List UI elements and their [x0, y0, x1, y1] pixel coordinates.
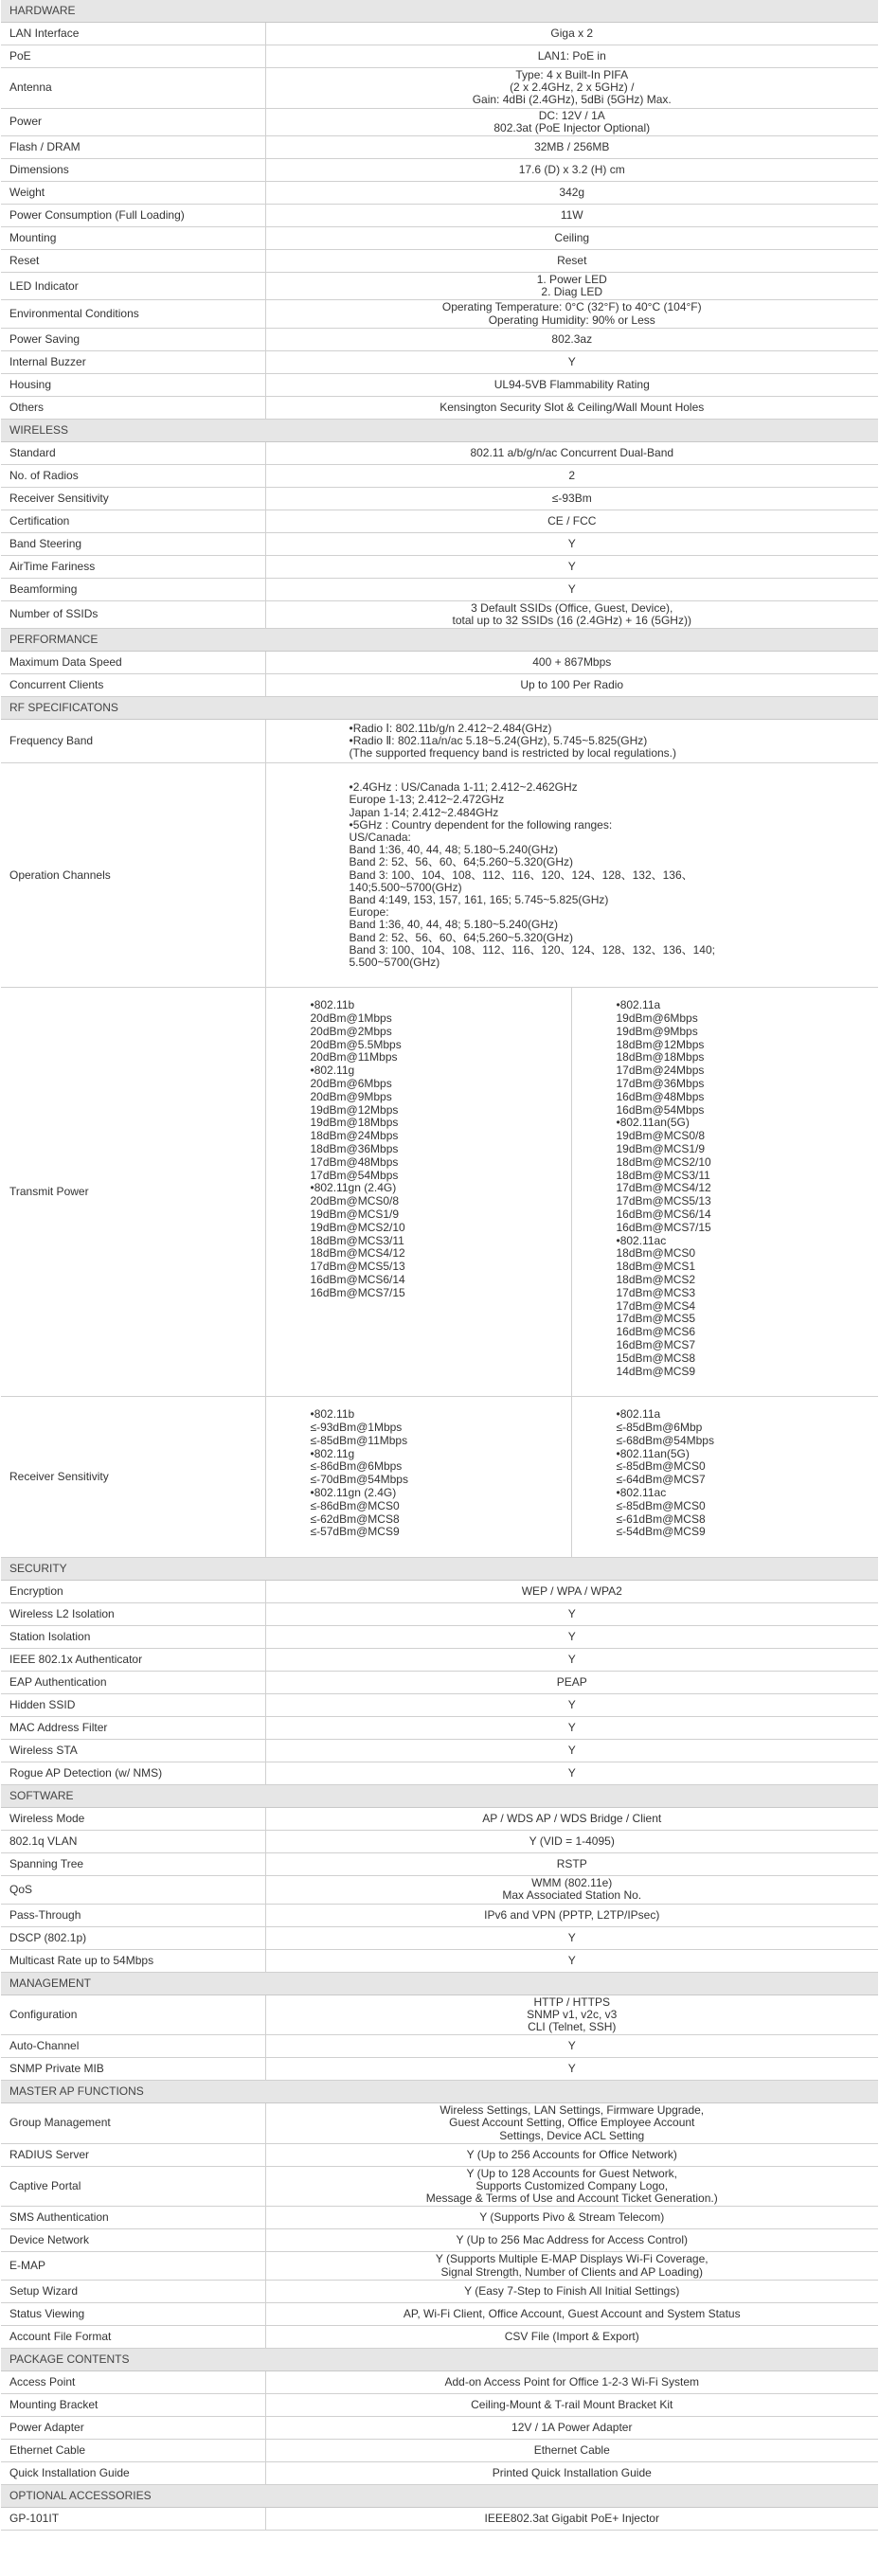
spec-row-wireless-mode: [1, 1808, 878, 1831]
spec-label: Dimensions: [1, 159, 265, 182]
spec-value: Y: [265, 2058, 878, 2081]
spec-row-snmp-private-mib: [1, 2058, 878, 2081]
section-title: PERFORMANCE: [1, 629, 878, 652]
spec-value: 3 Default SSIDs (Office, Guest, Device), total up to 32 SSIDs (16 (2.4GHz) + 16 (5GHz)): [265, 600, 878, 628]
spec-label: Antenna: [1, 68, 265, 109]
spec-row-power-saving: [1, 328, 878, 350]
spec-value: 11W: [265, 205, 878, 227]
spec-row-status-viewing: [1, 2302, 878, 2325]
spec-value: CSV File (Import & Export): [265, 2325, 878, 2348]
spec-label: Mounting Bracket: [1, 2393, 265, 2416]
spec-value-band-5ghz: [571, 988, 878, 1397]
spec-value: Add-on Access Point for Office 1-2-3 Wi-Fi System: [265, 2370, 878, 2393]
spec-value: Y (Easy 7-Step to Finish All Initial Settings): [265, 2280, 878, 2302]
spec-value: Y: [265, 555, 878, 578]
spec-label: Operation Channels: [1, 763, 265, 988]
spec-value: RSTP: [265, 1853, 878, 1876]
spec-label: Group Management: [1, 2103, 265, 2144]
spec-label: Flash / DRAM: [1, 136, 265, 159]
spec-row-gp-101it: [1, 2507, 878, 2530]
spec-label: Housing: [1, 373, 265, 396]
spec-label: Auto-Channel: [1, 2035, 265, 2058]
spec-row-setup-wizard: [1, 2280, 878, 2302]
spec-value: 32MB / 256MB: [265, 136, 878, 159]
spec-value: Y (Supports Pivo & Stream Telecom): [265, 2207, 878, 2229]
spec-row-sms-authentication: [1, 2207, 878, 2229]
spec-value: Giga x 2: [265, 23, 878, 45]
spec-label: Quick Installation Guide: [1, 2461, 265, 2484]
spec-label: Rogue AP Detection (w/ NMS): [1, 1762, 265, 1785]
spec-row-station-isolation: [1, 1626, 878, 1649]
section-title: PACKAGE CONTENTS: [1, 2348, 878, 2370]
spec-value: Reset: [265, 250, 878, 273]
spec-row-maximum-data-speed: [1, 652, 878, 674]
spec-label: Access Point: [1, 2370, 265, 2393]
spec-value: Y: [265, 1762, 878, 1785]
spec-label: EAP Authentication: [1, 1672, 265, 1694]
spec-value: CE / FCC: [265, 510, 878, 532]
spec-row-flash-dram: [1, 136, 878, 159]
spec-row-hidden-ssid: [1, 1694, 878, 1717]
section-header-software: [1, 1785, 878, 1808]
section-title: OPTIONAL ACCESSORIES: [1, 2484, 878, 2507]
spec-row-captive-portal: [1, 2166, 878, 2207]
spec-label: Wireless STA: [1, 1740, 265, 1762]
section-title: HARDWARE: [1, 0, 878, 23]
spec-label: Wireless L2 Isolation: [1, 1603, 265, 1626]
section-title: SOFTWARE: [1, 1785, 878, 1808]
section-header-rf-specificatons: [1, 697, 878, 720]
spec-label: IEEE 802.1x Authenticator: [1, 1649, 265, 1672]
spec-label: Wireless Mode: [1, 1808, 265, 1831]
spec-label: Multicast Rate up to 54Mbps: [1, 1949, 265, 1972]
spec-row-ethernet-cable: [1, 2439, 878, 2461]
spec-label: Status Viewing: [1, 2302, 265, 2325]
spec-value: Y (Up to 256 Accounts for Office Network): [265, 2143, 878, 2166]
spec-row-device-network: [1, 2229, 878, 2252]
spec-row-radius-server: [1, 2143, 878, 2166]
spec-label: Weight: [1, 182, 265, 205]
spec-label: Device Network: [1, 2229, 265, 2252]
spec-row-access-point: [1, 2370, 878, 2393]
spec-row-ieee-802-1x-authenticator: [1, 1649, 878, 1672]
spec-value: Y: [265, 1603, 878, 1626]
spec-row-eap-authentication: [1, 1672, 878, 1694]
spec-label: Configuration: [1, 1995, 265, 2035]
spec-value: Y: [265, 1740, 878, 1762]
spec-label: MAC Address Filter: [1, 1717, 265, 1740]
spec-row-power: [1, 108, 878, 135]
spec-value: Wireless Settings, LAN Settings, Firmware Upgrade, Guest Account Setting, Office Employee Account Settings, Device ACL Setting: [265, 2103, 878, 2144]
spec-row-internal-buzzer: [1, 350, 878, 373]
spec-label: Encryption: [1, 1581, 265, 1603]
section-header-performance: [1, 629, 878, 652]
spec-value: Y: [265, 578, 878, 600]
spec-label: GP-101IT: [1, 2507, 265, 2530]
spec-value: Kensington Security Slot & Ceiling/Wall Mount Holes: [265, 396, 878, 419]
spec-value: Y (Supports Multiple E-MAP Displays Wi-Fi Coverage, Signal Strength, Number of Clients and AP Loading): [265, 2252, 878, 2280]
spec-value: ≤-93Bm: [265, 487, 878, 510]
spec-value: 400 + 867Mbps: [265, 652, 878, 674]
spec-row-power-consumption-full-loading: [1, 205, 878, 227]
section-title: SECURITY: [1, 1558, 878, 1581]
section-header-optional-accessories: [1, 2484, 878, 2507]
spec-row-no-of-radios: [1, 464, 878, 487]
spec-label: LAN Interface: [1, 23, 265, 45]
spec-value: •Radio Ⅰ: 802.11b/g/n 2.412~2.484(GHz) •Radio Ⅱ: 802.11a/n/ac 5.18~5.24(GHz), 5.745~5.825(GHz) (The supported frequency band is restricted by local regulations.): [265, 720, 878, 763]
section-title: RF SPECIFICATONS: [1, 697, 878, 720]
spec-value: Y: [265, 1949, 878, 1972]
spec-label: SMS Authentication: [1, 2207, 265, 2229]
spec-row-led-indicator: [1, 273, 878, 300]
spec-value-text: •802.11a ≤-85dBm@6Mbp ≤-68dBm@54Mbps •802.11an(5G) ≤-85dBm@MCS0 ≤-64dBm@MCS7 •802.11ac ≤-85dBm@MCS0 ≤-61dBm@MCS8 ≤-54dBm@MCS9: [616, 1407, 714, 1539]
spec-row-band-steering: [1, 532, 878, 555]
spec-row-mac-address-filter: [1, 1717, 878, 1740]
spec-label: QoS: [1, 1876, 265, 1904]
spec-value-text: •802.11a 19dBm@6Mbps 19dBm@9Mbps 18dBm@12Mbps 18dBm@18Mbps 17dBm@24Mbps 17dBm@36Mbps 16dBm@48Mbps 16dBm@54Mbps •802.11an(5G) 19dBm@MCS0/8 19dBm@MCS1/9 18dBm@MCS2/10 18dBm@MCS3/11 17dBm@MCS4/12 17dBm@MCS5/13 16dBm@MCS6/14 16dBm@MCS7/15 •802.11ac 18dBm@MCS0 18dBm@MCS1 18dBm@MCS2 17dBm@MCS3 17dBm@MCS4 17dBm@MCS5 16dBm@MCS6 16dBm@MCS7 15dBm@MCS8 14dBm@MCS9: [616, 998, 711, 1378]
spec-label: LED Indicator: [1, 273, 265, 300]
section-title: MASTER AP FUNCTIONS: [1, 2081, 878, 2103]
spec-row-receiver-sensitivity: [1, 487, 878, 510]
section-header-master-ap-functions: [1, 2081, 878, 2103]
spec-label: SNMP Private MIB: [1, 2058, 265, 2081]
spec-label: 802.1q VLAN: [1, 1831, 265, 1853]
spec-label: Beamforming: [1, 578, 265, 600]
spec-row-multicast-rate-up-to-54mbps: [1, 1949, 878, 1972]
spec-label: E-MAP: [1, 2252, 265, 2280]
spec-label: Power Adapter: [1, 2416, 265, 2439]
spec-label: RADIUS Server: [1, 2143, 265, 2166]
spec-label: Receiver Sensitivity: [1, 487, 265, 510]
spec-label: AirTime Fariness: [1, 555, 265, 578]
spec-row-qos: [1, 1876, 878, 1904]
spec-row-dscp-802-1p: [1, 1926, 878, 1949]
spec-value: PEAP: [265, 1672, 878, 1694]
section-header-management: [1, 1972, 878, 1995]
spec-value: Printed Quick Installation Guide: [265, 2461, 878, 2484]
spec-row-quick-installation-guide: [1, 2461, 878, 2484]
spec-value: Y: [265, 1649, 878, 1672]
spec-value: Y: [265, 1717, 878, 1740]
spec-label: Maximum Data Speed: [1, 652, 265, 674]
spec-row-transmit-power: [1, 988, 878, 1397]
spec-row-beamforming: [1, 578, 878, 600]
spec-value: AP, Wi-Fi Client, Office Account, Guest Account and System Status: [265, 2302, 878, 2325]
spec-row-802-1q-vlan: [1, 1831, 878, 1853]
spec-row-weight: [1, 182, 878, 205]
spec-label: Frequency Band: [1, 720, 265, 763]
spec-value: Y (VID = 1-4095): [265, 1831, 878, 1853]
spec-row-airtime-fariness: [1, 555, 878, 578]
spec-value: Operating Temperature: 0°C (32°F) to 40°C (104°F) Operating Humidity: 90% or Less: [265, 300, 878, 328]
spec-row-poe: [1, 45, 878, 68]
spec-value: IEEE802.3at Gigabit PoE+ Injector: [265, 2507, 878, 2530]
spec-row-e-map: [1, 2252, 878, 2280]
spec-value: Ceiling: [265, 227, 878, 250]
spec-value: HTTP / HTTPS SNMP v1, v2c, v3 CLI (Telnet, SSH): [265, 1995, 878, 2035]
spec-value: 17.6 (D) x 3.2 (H) cm: [265, 159, 878, 182]
spec-row-encryption: [1, 1581, 878, 1603]
spec-value: 802.11 a/b/g/n/ac Concurrent Dual-Band: [265, 441, 878, 464]
spec-row-frequency-band: [1, 720, 878, 763]
spec-row-mounting-bracket: [1, 2393, 878, 2416]
spec-label: Captive Portal: [1, 2166, 265, 2207]
spec-value: Y (Up to 128 Accounts for Guest Network, Supports Customized Company Logo, Message & Terms of Use and Account Ticket Generation.): [265, 2166, 878, 2207]
spec-table: [1, 0, 878, 2531]
spec-label: Station Isolation: [1, 1626, 265, 1649]
section-header-wireless: [1, 419, 878, 441]
spec-value: Type: 4 x Built-In PIFA (2 x 2.4GHz, 2 x 5GHz) / Gain: 4dBi (2.4GHz), 5dBi (5GHz) Max.: [265, 68, 878, 109]
spec-label: Ethernet Cable: [1, 2439, 265, 2461]
spec-row-wireless-l2-isolation: [1, 1603, 878, 1626]
spec-label: Account File Format: [1, 2325, 265, 2348]
spec-row-concurrent-clients: [1, 674, 878, 697]
spec-label: Setup Wizard: [1, 2280, 265, 2302]
spec-value: DC: 12V / 1A 802.3at (PoE Injector Optional): [265, 108, 878, 135]
spec-label: No. of Radios: [1, 464, 265, 487]
spec-value: WMM (802.11e) Max Associated Station No.: [265, 1876, 878, 1904]
spec-label: Spanning Tree: [1, 1853, 265, 1876]
spec-table-body: [1, 0, 878, 2530]
spec-row-spanning-tree: [1, 1853, 878, 1876]
spec-value: Y: [265, 532, 878, 555]
section-header-package-contents: [1, 2348, 878, 2370]
spec-value: Y (Up to 256 Mac Address for Access Control): [265, 2229, 878, 2252]
spec-label: Power Saving: [1, 328, 265, 350]
spec-row-antenna: [1, 68, 878, 109]
spec-row-environmental-conditions: [1, 300, 878, 328]
spec-value: WEP / WPA / WPA2: [265, 1581, 878, 1603]
spec-row-group-management: [1, 2103, 878, 2144]
spec-value-band-24ghz: [265, 1397, 571, 1558]
spec-value: Ethernet Cable: [265, 2439, 878, 2461]
spec-row-auto-channel: [1, 2035, 878, 2058]
spec-row-account-file-format: [1, 2325, 878, 2348]
spec-row-power-adapter: [1, 2416, 878, 2439]
spec-row-dimensions: [1, 159, 878, 182]
spec-label: Mounting: [1, 227, 265, 250]
spec-label: Band Steering: [1, 532, 265, 555]
spec-value: Ceiling-Mount & T-rail Mount Bracket Kit: [265, 2393, 878, 2416]
spec-value: AP / WDS AP / WDS Bridge / Client: [265, 1808, 878, 1831]
spec-label: Power Consumption (Full Loading): [1, 205, 265, 227]
spec-label: Transmit Power: [1, 988, 265, 1397]
spec-row-others: [1, 396, 878, 419]
spec-label: Others: [1, 396, 265, 419]
spec-row-certification: [1, 510, 878, 532]
spec-value: 2: [265, 464, 878, 487]
spec-row-pass-through: [1, 1904, 878, 1926]
spec-value: LAN1: PoE in: [265, 45, 878, 68]
spec-label: Internal Buzzer: [1, 350, 265, 373]
spec-row-operation-channels: [1, 763, 878, 988]
spec-row-receiver-sensitivity: [1, 1397, 878, 1558]
spec-row-number-of-ssids: [1, 600, 878, 628]
spec-row-rogue-ap-detection-w-nms: [1, 1762, 878, 1785]
spec-value: 342g: [265, 182, 878, 205]
spec-value: Y: [265, 1626, 878, 1649]
section-title: MANAGEMENT: [1, 1972, 878, 1995]
spec-value: •2.4GHz : US/Canada 1-11; 2.412~2.462GHz Europe 1-13; 2.412~2.472GHz Japan 1-14; 2.412~2.484GHz •5GHz : Country dependent for the following ranges: US/Canada: Band 1:36, 40, 44, 48; 5.180~5.240(GHz) Band 2: 52、56、60、64;5.260~5.320(GHz) Band 3: 100、104、108、112、116、120、124、128、132、136、 140;5.500~5700(GHz) Band 4:149, 153, 157, 161, 165; 5.745~5.825(GHz) Europe: Band 1:36, 40, 44, 48; 5.180~5.240(GHz) Band 2: 52、56、60、64;5.260~5.320(GHz) Band 3: 100、104、108、112、116、120、124、128、132、136、140; 5.500~5700(GHz): [265, 763, 878, 988]
spec-value: IPv6 and VPN (PPTP, L2TP/IPsec): [265, 1904, 878, 1926]
spec-label: PoE: [1, 45, 265, 68]
spec-value: 802.3az: [265, 328, 878, 350]
section-header-security: [1, 1558, 878, 1581]
spec-value: Up to 100 Per Radio: [265, 674, 878, 697]
spec-label: Certification: [1, 510, 265, 532]
section-header-hardware: [1, 0, 878, 23]
spec-value: Y: [265, 1926, 878, 1949]
spec-row-mounting: [1, 227, 878, 250]
spec-row-reset: [1, 250, 878, 273]
spec-label: Reset: [1, 250, 265, 273]
spec-value: Y: [265, 350, 878, 373]
spec-value: 12V / 1A Power Adapter: [265, 2416, 878, 2439]
spec-label: Pass-Through: [1, 1904, 265, 1926]
spec-row-housing: [1, 373, 878, 396]
spec-row-lan-interface: [1, 23, 878, 45]
spec-row-standard: [1, 441, 878, 464]
spec-value-band-5ghz: [571, 1397, 878, 1558]
spec-label: Concurrent Clients: [1, 674, 265, 697]
spec-value: Y: [265, 1694, 878, 1717]
spec-label: Number of SSIDs: [1, 600, 265, 628]
spec-label: Environmental Conditions: [1, 300, 265, 328]
spec-value: 1. Power LED 2. Diag LED: [265, 273, 878, 300]
spec-label: Receiver Sensitivity: [1, 1397, 265, 1558]
spec-label: Standard: [1, 441, 265, 464]
spec-value: UL94-5VB Flammability Rating: [265, 373, 878, 396]
spec-row-wireless-sta: [1, 1740, 878, 1762]
spec-label: Hidden SSID: [1, 1694, 265, 1717]
section-title: WIRELESS: [1, 419, 878, 441]
spec-value-band-24ghz: [265, 988, 571, 1397]
spec-value-text: •802.11b ≤-93dBm@1Mbps ≤-85dBm@11Mbps •802.11g ≤-86dBm@6Mbps ≤-70dBm@54Mbps •802.11gn (2.4G) ≤-86dBm@MCS0 ≤-62dBm@MCS8 ≤-57dBm@MCS9: [310, 1407, 408, 1539]
spec-label: Power: [1, 108, 265, 135]
spec-label: DSCP (802.1p): [1, 1926, 265, 1949]
spec-value: Y: [265, 2035, 878, 2058]
spec-row-configuration: [1, 1995, 878, 2035]
spec-value-text: •802.11b 20dBm@1Mbps 20dBm@2Mbps 20dBm@5.5Mbps 20dBm@11Mbps •802.11g 20dBm@6Mbps 20dBm@9Mbps 19dBm@12Mbps 19dBm@18Mbps 18dBm@24Mbps 18dBm@36Mbps 17dBm@48Mbps 17dBm@54Mbps •802.11gn (2.4G) 20dBm@MCS0/8 19dBm@MCS1/9 19dBm@MCS2/10 18dBm@MCS3/11 18dBm@MCS4/12 17dBm@MCS5/13 16dBm@MCS6/14 16dBm@MCS7/15: [310, 998, 405, 1299]
